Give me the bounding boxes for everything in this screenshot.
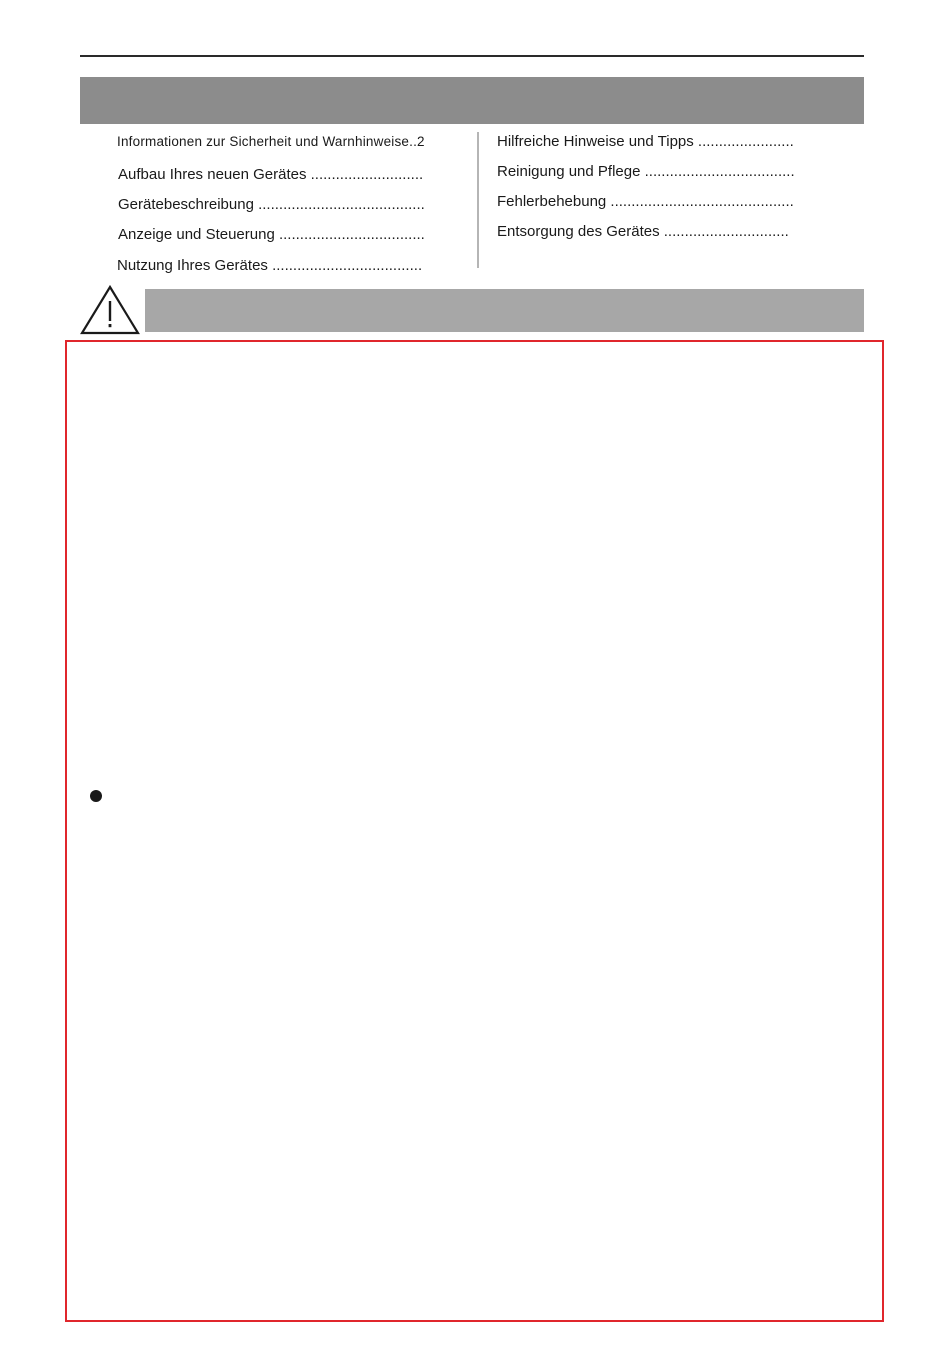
toc-item-setup[interactable]: Aufbau Ihres neuen Gerätes ........................... <box>118 166 424 183</box>
toc-column-divider <box>477 132 479 268</box>
toc-item-troubleshooting[interactable]: Fehlerbehebung ............................................ <box>497 193 794 210</box>
warning-triangle-icon <box>79 284 141 336</box>
toc-item-display-controls[interactable]: Anzeige und Steuerung ................................... <box>118 226 425 243</box>
toc-item-description[interactable]: Gerätebeschreibung ........................................ <box>118 196 425 213</box>
warning-content-box <box>65 340 884 1322</box>
toc-item-tips[interactable]: Hilfreiche Hinweise und Tipps ....................... <box>497 133 794 150</box>
warning-header-bar <box>145 289 864 332</box>
bullet-dot-icon <box>90 790 102 802</box>
toc-header-bar <box>80 77 864 124</box>
toc-item-safety[interactable]: Informationen zur Sicherheit und Warnhinweise..2 <box>117 134 425 149</box>
top-rule <box>80 55 864 57</box>
toc-item-usage[interactable]: Nutzung Ihres Gerätes .................................... <box>117 257 423 274</box>
toc-item-cleaning[interactable]: Reinigung und Pflege .................................... <box>497 163 795 180</box>
toc-item-disposal[interactable]: Entsorgung des Gerätes .............................. <box>497 223 789 240</box>
